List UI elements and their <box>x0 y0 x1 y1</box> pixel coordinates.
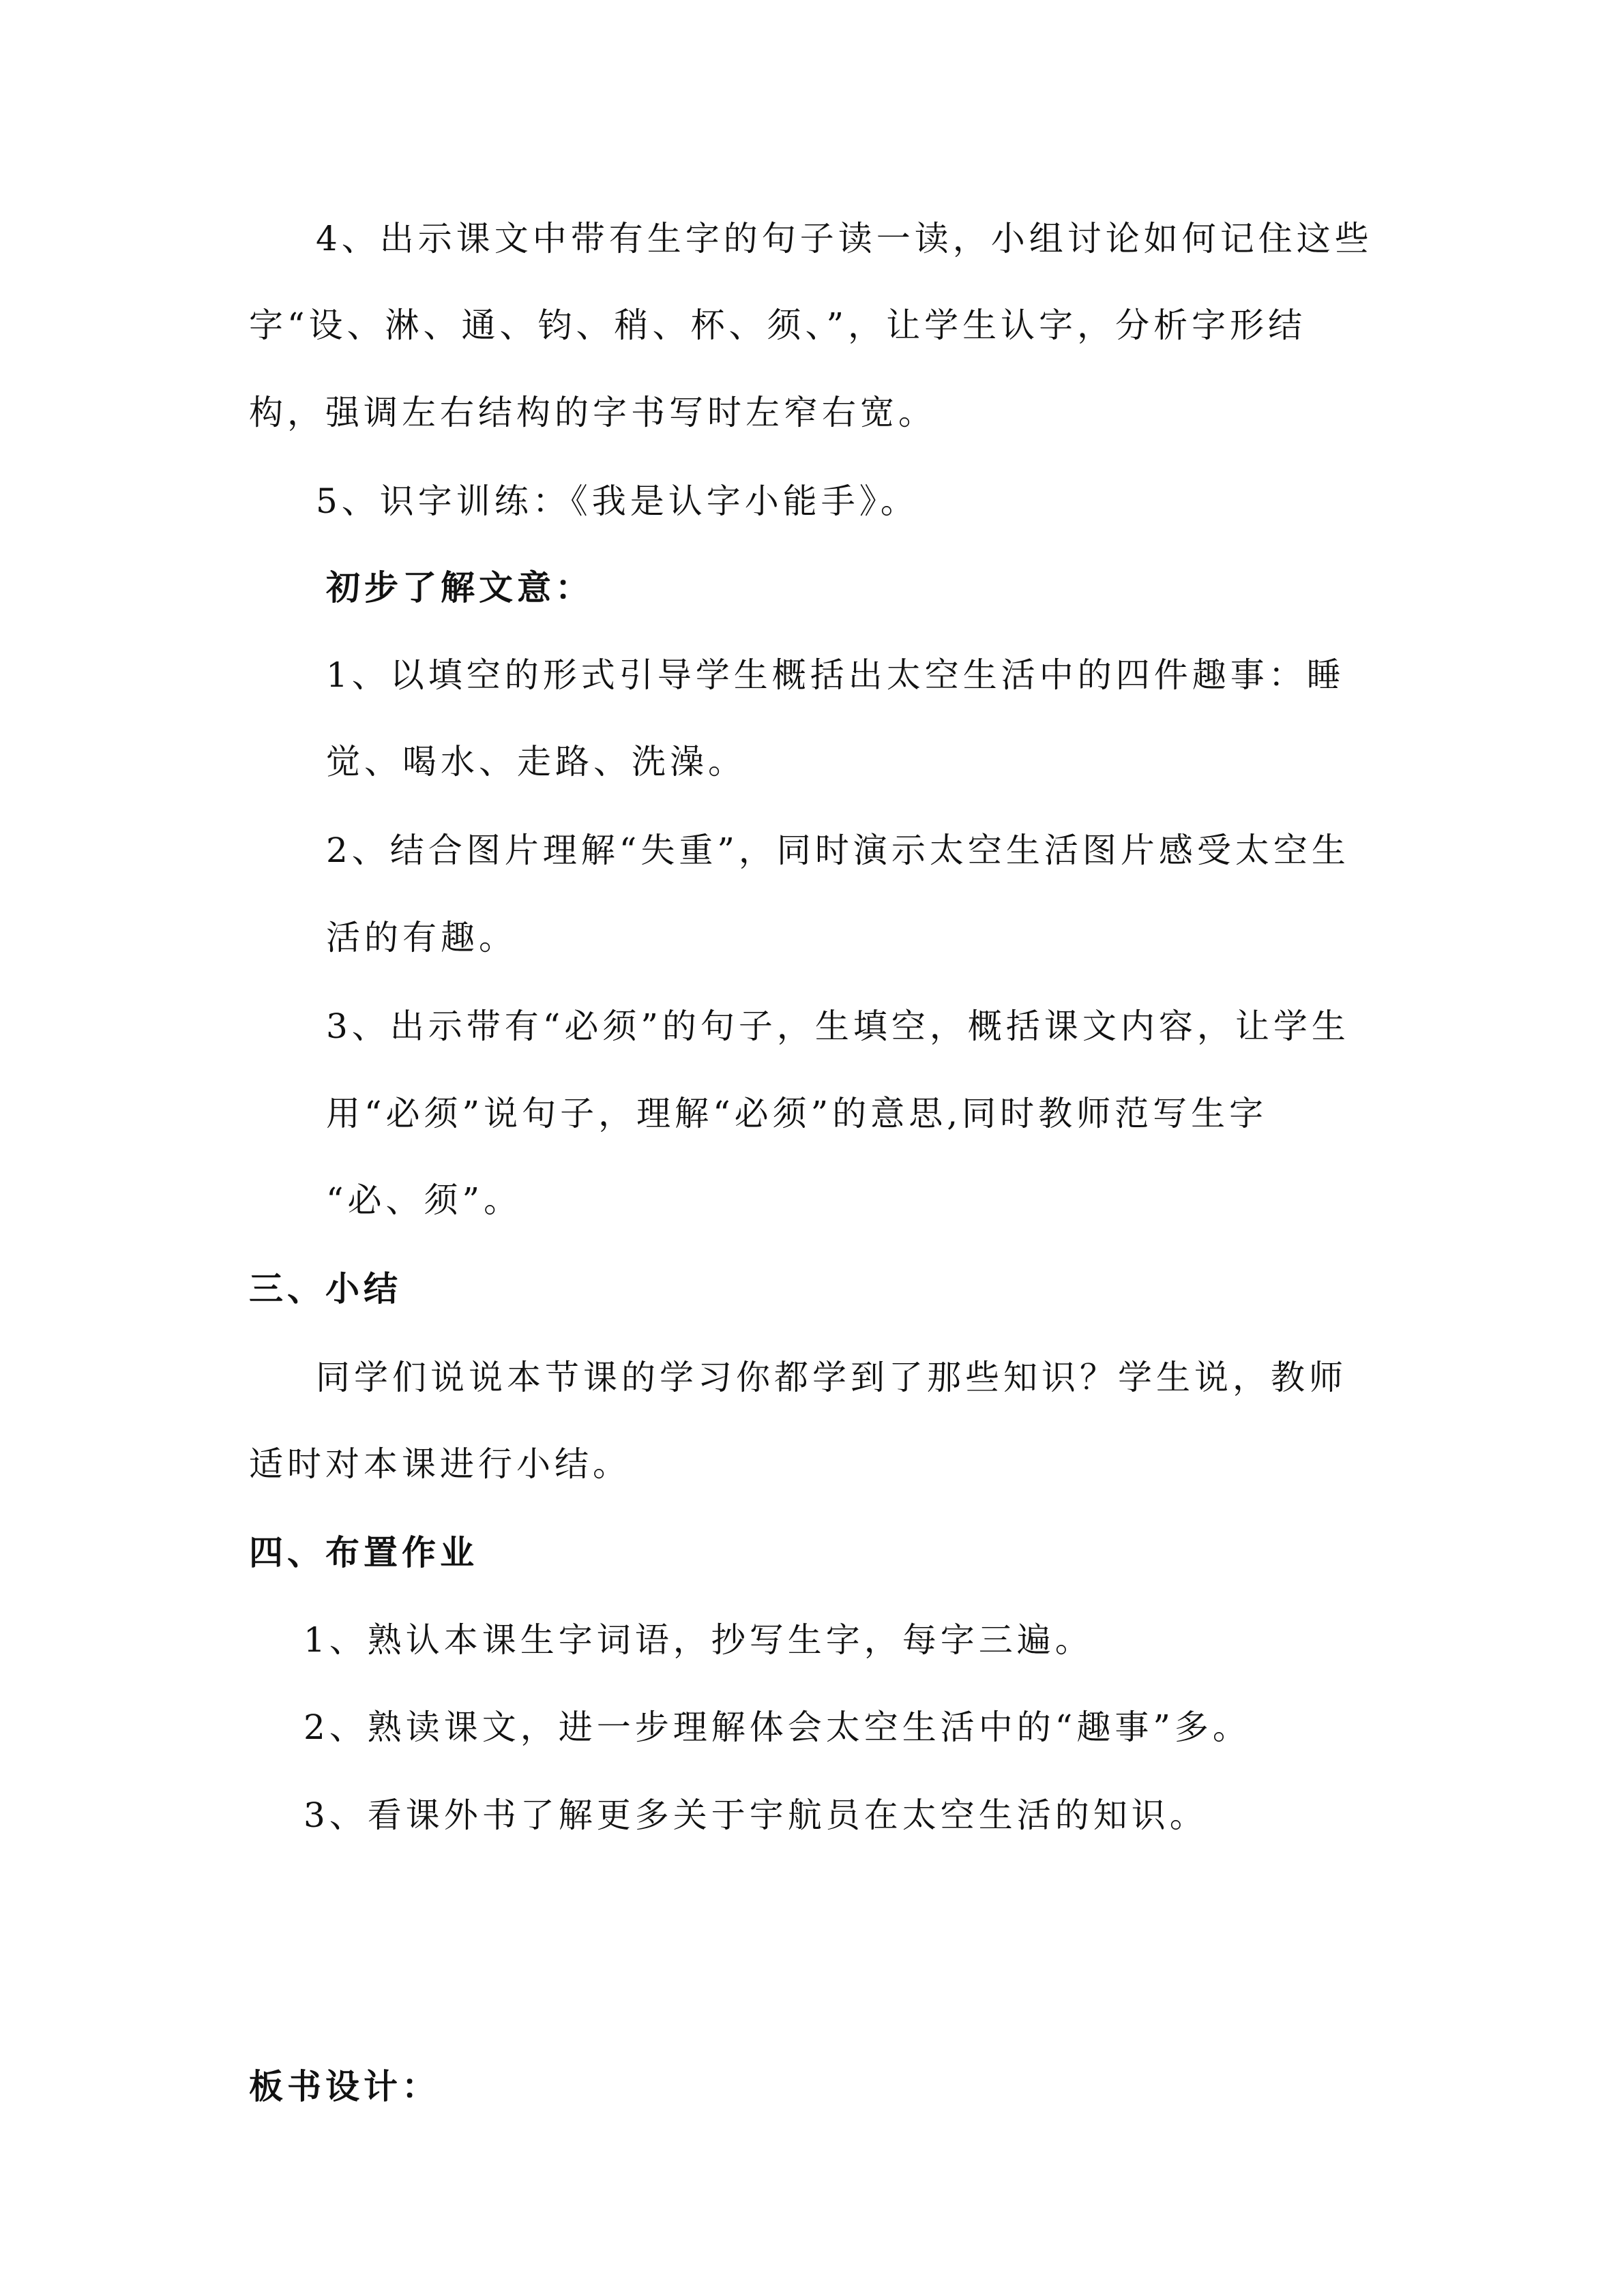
understanding-item1-line2: 觉、喝水、走路、洗澡。 <box>326 742 746 781</box>
board-design-heading: 板书设计： <box>249 2067 440 2106</box>
homework-item3: 3、看课外书了解更多关于宇航员在太空生活的知识。 <box>304 1795 1208 1835</box>
understanding-item2-line1: 2、结合图片理解“失重”，同时演示太空生活图片感受太空生 <box>326 831 1350 870</box>
understanding-item3-line2: 用“必须”说句子，理解“必须”的意思,同时教师范写生字 <box>326 1094 1268 1133</box>
understanding-item3-line1: 3、出示带有“必须”的句子，生填空，概括课文内容，让学生 <box>326 1007 1350 1046</box>
summary-line2: 适时对本课进行小结。 <box>249 1444 631 1484</box>
homework-item2: 2、熟读课文，进一步理解体会太空生活中的“趣事”多。 <box>304 1708 1251 1747</box>
step5-text: 5、识字训练：《我是认字小能手》。 <box>316 481 919 521</box>
homework-heading: 四、布置作业 <box>249 1533 478 1572</box>
summary-heading: 三、小结 <box>249 1269 402 1309</box>
step4-line2: 字“设、淋、通、钧、稍、杯、须、”，让学生认字，分析字形结 <box>249 305 1307 345</box>
understanding-item3-line3: “必、须”。 <box>326 1180 522 1220</box>
understanding-heading: 初步了解文意： <box>326 568 593 608</box>
step4-line3: 构，强调左右结构的字书写时左窄右宽。 <box>249 393 936 432</box>
summary-line1: 同学们说说本节课的学习你都学到了那些知识？学生说，教师 <box>316 1358 1347 1397</box>
homework-item1: 1、熟认本课生字词语，抄写生字，每字三遍。 <box>304 1620 1093 1660</box>
understanding-item2-line2: 活的有趣。 <box>326 918 517 957</box>
understanding-item1-line1: 1、以填空的形式引导学生概括出太空生活中的四件趣事：睡 <box>326 655 1345 695</box>
step4-line1: 4、出示课文中带有生字的句子读一读，小组讨论如何记住这些 <box>316 219 1373 258</box>
